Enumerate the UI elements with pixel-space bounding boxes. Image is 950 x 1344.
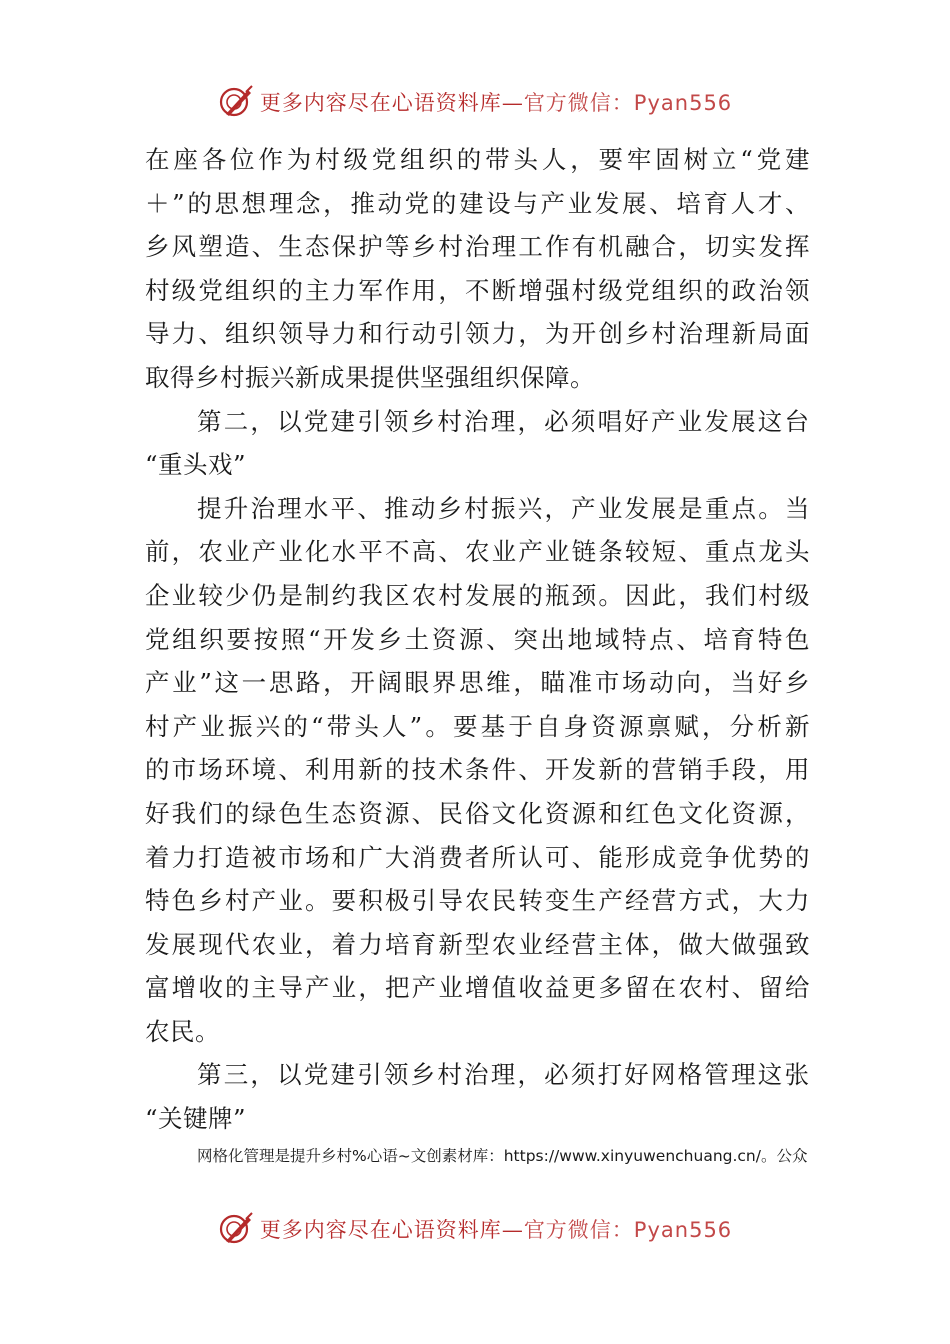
text-line: 党组织要按照“开发乡土资源、突出地域特点、培育特色	[145, 624, 810, 654]
text-line: ＋”的思想理念，推动党的建设与产业发展、培育人才、	[145, 188, 810, 218]
footer-banner	[0, 1207, 950, 1251]
text-line: 农民。	[145, 1016, 220, 1046]
banner-text: 更多内容尽在心语资料库—官方微信：Pyan556	[259, 91, 733, 115]
document-body	[145, 138, 810, 1171]
text-line: 村产业振兴的“带头人”。要基于自身资源禀赋，分析新	[145, 711, 810, 741]
text-line: 提升治理水平、推动乡村振兴，产业发展是重点。当	[197, 493, 810, 523]
heading-line: “关键牌”	[145, 1104, 247, 1134]
header-banner	[0, 80, 950, 124]
text-line: 取得乡村振兴新成果提供坚强组织保障。	[145, 362, 595, 392]
watermark-text-line: 网格化管理是提升乡村%心语~文创素材库：https://www.xinyuwenchuang.cn/。公众	[197, 1146, 808, 1165]
text-line: 企业较少仍是制约我区农村发展的瓶颈。因此，我们村级	[145, 580, 810, 610]
text-line: 特色乡村产业。要积极引导农民转变生产经营方式，大力	[145, 886, 810, 916]
text-line: 富增收的主导产业，把产业增值收益更多留在农村、留给	[145, 973, 810, 1003]
quill-pen-logo-icon	[218, 1211, 254, 1247]
section-heading-3	[145, 1053, 810, 1140]
paragraph-1	[145, 138, 810, 400]
text-line: 乡风塑造、生态保护等乡村治理工作有机融合，切实发挥	[145, 232, 810, 262]
quill-pen-logo-icon	[218, 84, 254, 120]
text-line: 村级党组织的主力军作用，不断增强村级党组织的政治领	[145, 275, 810, 305]
text-line: 好我们的绿色生态资源、民俗文化资源和红色文化资源，	[145, 798, 810, 828]
text-line: 着力打造被市场和广大消费者所认可、能形成竞争优势的	[145, 842, 810, 872]
heading-line: 第二，以党建引领乡村治理，必须唱好产业发展这台	[197, 406, 810, 436]
heading-line: “重头戏”	[145, 450, 247, 480]
section-heading-2	[145, 400, 810, 487]
text-line: 发展现代农业，着力培育新型农业经营主体，做大做强致	[145, 929, 810, 959]
banner-text: 更多内容尽在心语资料库—官方微信：Pyan556	[259, 1218, 733, 1242]
text-line: 的市场环境、利用新的技术条件、开发新的营销手段，用	[145, 755, 810, 785]
text-line: 在座各位作为村级党组织的带头人，要牢固树立“党建	[145, 145, 810, 174]
paragraph-2	[145, 487, 810, 1054]
text-line: 导力、组织领导力和行动引领力，为开创乡村治理新局面	[145, 319, 810, 349]
text-line: 前，农业产业化水平不高、农业产业链条较短、重点龙头	[145, 537, 810, 567]
text-line: 产业”这一思路，开阔眼界思维，瞄准市场动向，当好乡	[145, 668, 810, 698]
heading-line: 第三，以党建引领乡村治理，必须打好网格管理这张	[197, 1060, 810, 1090]
